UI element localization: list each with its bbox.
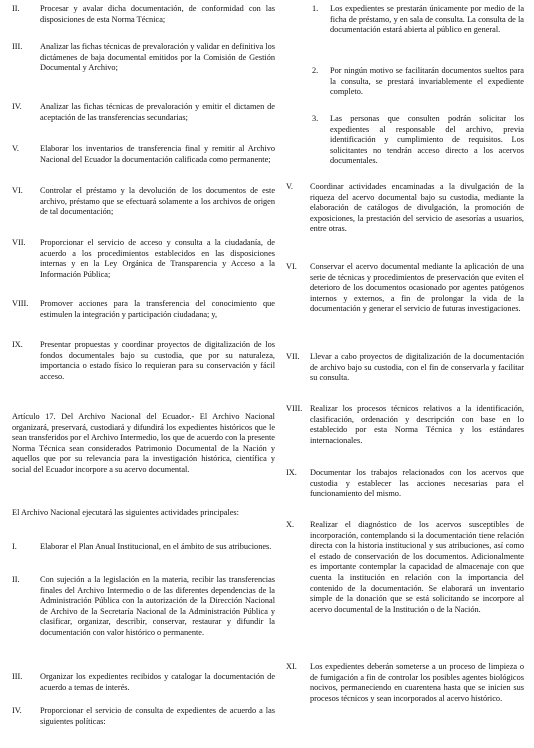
list-item-text: Presentar propuestas y coordinar proyectos de digitalización de los fondos documentales bajo su custodia, que por su naturaleza, importancia o estado físico lo requieran para su conservación y fácil acceso. xyxy=(40,340,275,381)
activity-item-text: Llevar a cabo proyectos de digitalización de la documentación de archivo bajo su custodia, con el fin de conservarla y facilitar su consulta. xyxy=(310,352,524,383)
activity-item-number: VI. xyxy=(286,262,297,271)
activity-item xyxy=(286,404,524,446)
policy-item-number: 3. xyxy=(312,114,319,123)
list-item-number: VI. xyxy=(12,186,23,195)
activity-item-number: XI. xyxy=(286,662,297,671)
activity-item xyxy=(286,352,524,384)
list-item-number: V. xyxy=(12,144,19,153)
activity-item-text: Realizar los procesos técnicos relativos a la identificación, clasificación, ordenación y descripción con base en lo establecido por esta Norma Técnica y los estándares internacionales. xyxy=(310,404,524,445)
policy-item-number: 1. xyxy=(312,4,319,13)
activity-item-number: VIII. xyxy=(286,404,303,413)
policy-item-text: Las personas que consulten podrán solicitar los expedientes al responsable del archivo, previa identificación y cumplimiento de requisitos. Los solicitantes no tendrán acceso directo a los acervos documentales. xyxy=(330,114,524,166)
activity-item xyxy=(286,262,524,315)
activity-item-number: IX. xyxy=(286,468,297,477)
list-item-text: Procesar y avalar dicha documentación, de conformidad con las disposiciones de esta Norma Técnica; xyxy=(40,4,275,24)
list-item-text: Analizar las fichas técnicas de prevaloración y validar en definitiva los dictámenes de baja documental emitidos por la Comisión de Gestión Documental y Archivo; xyxy=(40,42,275,73)
activity-item-text: Realizar el diagnóstico de los acervos susceptibles de incorporación, contemplando si la documentación tiene relación directa con la historia institucional y sus atribuciones, así como el estado de conservación de los documentos. Adicionalmente es importante contemplar la capacidad de almacenaje con que cuenta la institución en relación con la importancia del contenido de la documentación. Se elaborará un inventario simple de la donación que se está solicitando se incorpore al acervo documental de la Institución o de la Nación. xyxy=(310,520,524,614)
list-item xyxy=(12,238,275,280)
policy-item xyxy=(312,114,524,167)
policy-item-number: 2. xyxy=(312,66,319,75)
activity-item-text: Conservar el acervo documental mediante la aplicación de una serie de técnicas y procedimientos de preservación que eviten el deterioro de los documentos ocasionado por agentes patógenos internos y externos, a fin de prolongar la vida de la documentación y generar el servicio de futuras investigaciones. xyxy=(310,262,524,314)
list-item-number: IV. xyxy=(12,102,22,111)
activity-item-number: V. xyxy=(286,182,293,191)
list-item-text: Proporcionar el servicio de acceso y consulta a la ciudadanía, de acuerdo a los procedimientos establecidos en las disposiciones internas y en la Ley Orgánica de Transparencia y Acceso a la Información Pública; xyxy=(40,238,275,279)
policy-item xyxy=(312,66,524,98)
activity-item-text: Proporcionar el servicio de consulta de expedientes de acuerdo a las siguientes políticas: xyxy=(40,706,275,726)
list-item xyxy=(12,340,275,382)
activity-item-number: II. xyxy=(12,575,20,584)
list-item-text: Promover acciones para la transferencia del conocimiento que estimulen la integración y participación ciudadana; y, xyxy=(40,299,275,319)
activity-item-text: Coordinar actividades encaminadas a la divulgación de la riqueza del acervo documental bajo su custodia, mediante la elaboración de catálogos de divulgación, la promoción de exposiciones, la prestación del servicio de asesorías a usuarios, entre otras. xyxy=(310,182,524,234)
activity-item xyxy=(12,575,275,639)
activity-item xyxy=(12,706,275,727)
activity-item xyxy=(286,468,524,500)
list-item-number: VIII. xyxy=(12,299,29,308)
policy-item-text: Los expedientes se prestarán únicamente por medio de la ficha de préstamo, y en sala de consulta. La consulta de la documentación estará abierta al público en general. xyxy=(330,4,524,35)
list-item xyxy=(12,144,275,165)
list-item xyxy=(12,299,275,320)
paragraph: El Archivo Nacional ejecutará las siguientes actividades principales: xyxy=(12,508,239,517)
policy-item xyxy=(312,4,524,36)
activity-item-text: Documentar los trabajos relacionados con los acervos que custodia y establecer las acciones necesarias para el funcionamiento del mismo. xyxy=(310,468,524,499)
list-item-text: Analizar las fichas técnicas de prevaloración y emitir el dictamen de aceptación de las transferencias secundarias; xyxy=(40,102,275,122)
paragraph: Artículo 17. Del Archivo Nacional del Ecuador.- El Archivo Nacional organizará, preservará, custodiará y difundirá los expedientes históricos que le sean transferidos por el Archivo Intermedio, los que de acuerdo con la presente Norma Técnica sean considerados Patrimonio Documental de la Nación y aquellos que por su relevancia para la investigación histórica, científica y social del Ecuador incorpore a su acervo documental. xyxy=(12,412,275,474)
activity-item-text: Los expedientes deberán someterse a un proceso de limpieza o de fumigación a fin de controlar los posibles agentes biológicos nocivos, permaneciendo en cuarentena hasta que se inicien sus procesos técnicos y sean incorporados al acervo histórico. xyxy=(310,662,524,703)
activity-item xyxy=(12,542,275,553)
activity-item-text: Con sujeción a la legislación en la materia, recibir las transferencias finales del Archivo Intermedio o de las diferentes dependencias de la Administración Pública con la autorización de la Dirección Nacional de Archivo de la Secretaría Nacional de la Administración Pública y clasificar, organizar, describir, conservar, restaurar y difundir la documentación con valor histórico o permanente. xyxy=(40,575,275,637)
list-item xyxy=(12,4,275,25)
list-item-text: Controlar el préstamo y la devolución de los documentos de este archivo, préstamo que se efectuará solamente a los archivos de origen de tal documentación; xyxy=(40,186,275,217)
activity-item-number: X. xyxy=(286,520,295,529)
activity-item xyxy=(12,672,275,693)
activity-item-text: Elaborar el Plan Anual Institucional, en el ámbito de sus atribuciones. xyxy=(40,542,272,551)
list-item-number: II. xyxy=(12,4,20,13)
activity-item-number: VII. xyxy=(286,352,300,361)
list-item xyxy=(12,186,275,218)
activity-item xyxy=(286,182,524,235)
list-item-number: III. xyxy=(12,42,23,51)
activity-item xyxy=(286,520,524,615)
activity-item-number: I. xyxy=(12,542,17,551)
list-item-number: VII. xyxy=(12,238,26,247)
activity-item-number: III. xyxy=(12,672,23,681)
activity-item-number: IV. xyxy=(12,706,22,715)
activity-item-text: Organizar los expedientes recibidos y catalogar la documentación de acuerdo a temas de interés. xyxy=(40,672,275,692)
list-item xyxy=(12,102,275,123)
policy-item-text: Por ningún motivo se facilitarán documentos sueltos para la consulta, se prestará invariablemente el expediente completo. xyxy=(330,66,524,97)
activity-item xyxy=(286,662,524,704)
list-item-number: IX. xyxy=(12,340,23,349)
list-item xyxy=(12,42,275,74)
list-item-text: Elaborar los inventarios de transferencia final y remitir al Archivo Nacional del Ecuador la documentación calificada como permanente; xyxy=(40,144,275,164)
